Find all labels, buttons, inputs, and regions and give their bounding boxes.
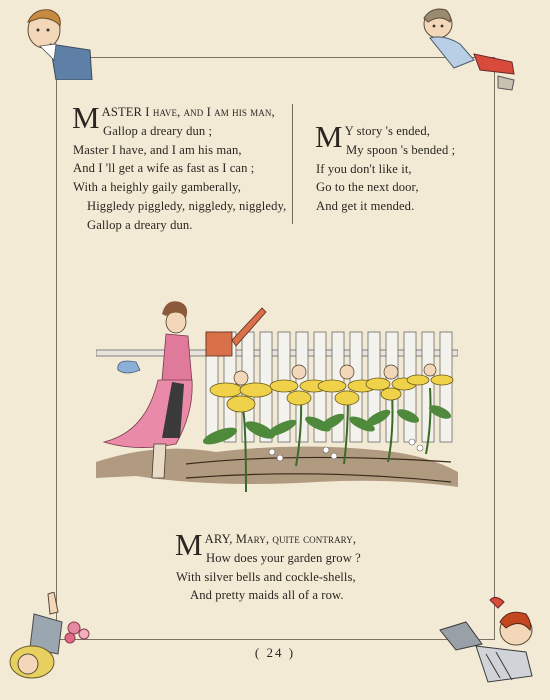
poem-line: Y story 's ended,: [344, 124, 431, 138]
poem-line: Master I have, and I am his man,: [73, 142, 242, 157]
poem-line: Go to the next door,: [316, 180, 419, 195]
corner-child-bottom-right: [436, 594, 546, 686]
poem-line: ARY, Mary, quite contrary,: [204, 532, 357, 546]
corner-child-top-right: [414, 4, 524, 94]
poem-line: With silver bells and cockle-shells,: [176, 569, 356, 584]
corner-child-bottom-left: [4, 592, 104, 684]
corner-child-top-left: [10, 4, 100, 80]
dropcap: M: [315, 119, 343, 154]
poem-line: My spoon 's bended ;: [346, 142, 456, 157]
poem-line: Higgledy piggledy, niggledy, niggledy,: [87, 198, 287, 213]
page-number: ( 24 ): [254, 645, 296, 660]
poem-line: And pretty maids all of a row.: [190, 588, 344, 603]
poem-mary-mary: [175, 527, 396, 605]
poem-line: And I 'll get a wife as fast as I can ;: [73, 161, 255, 176]
poem-line: Gallop a dreary dun ;: [103, 123, 213, 138]
poem-master-i-have: [72, 100, 288, 235]
poem-my-story: [315, 119, 486, 216]
dropcap: M: [72, 100, 100, 135]
garden-illustration: [96, 292, 458, 492]
column-divider: [292, 104, 293, 224]
dropcap: M: [175, 527, 203, 562]
poem-line: ASTER I have, and I am his man,: [101, 105, 275, 119]
poem-line: If you don't like it,: [316, 161, 412, 176]
poem-line: Gallop a dreary dun.: [87, 217, 193, 232]
poem-line: How does your garden grow ?: [206, 550, 361, 565]
poem-line: And get it mended.: [316, 199, 415, 214]
poem-line: With a heighly gaily gamberally,: [73, 180, 241, 195]
